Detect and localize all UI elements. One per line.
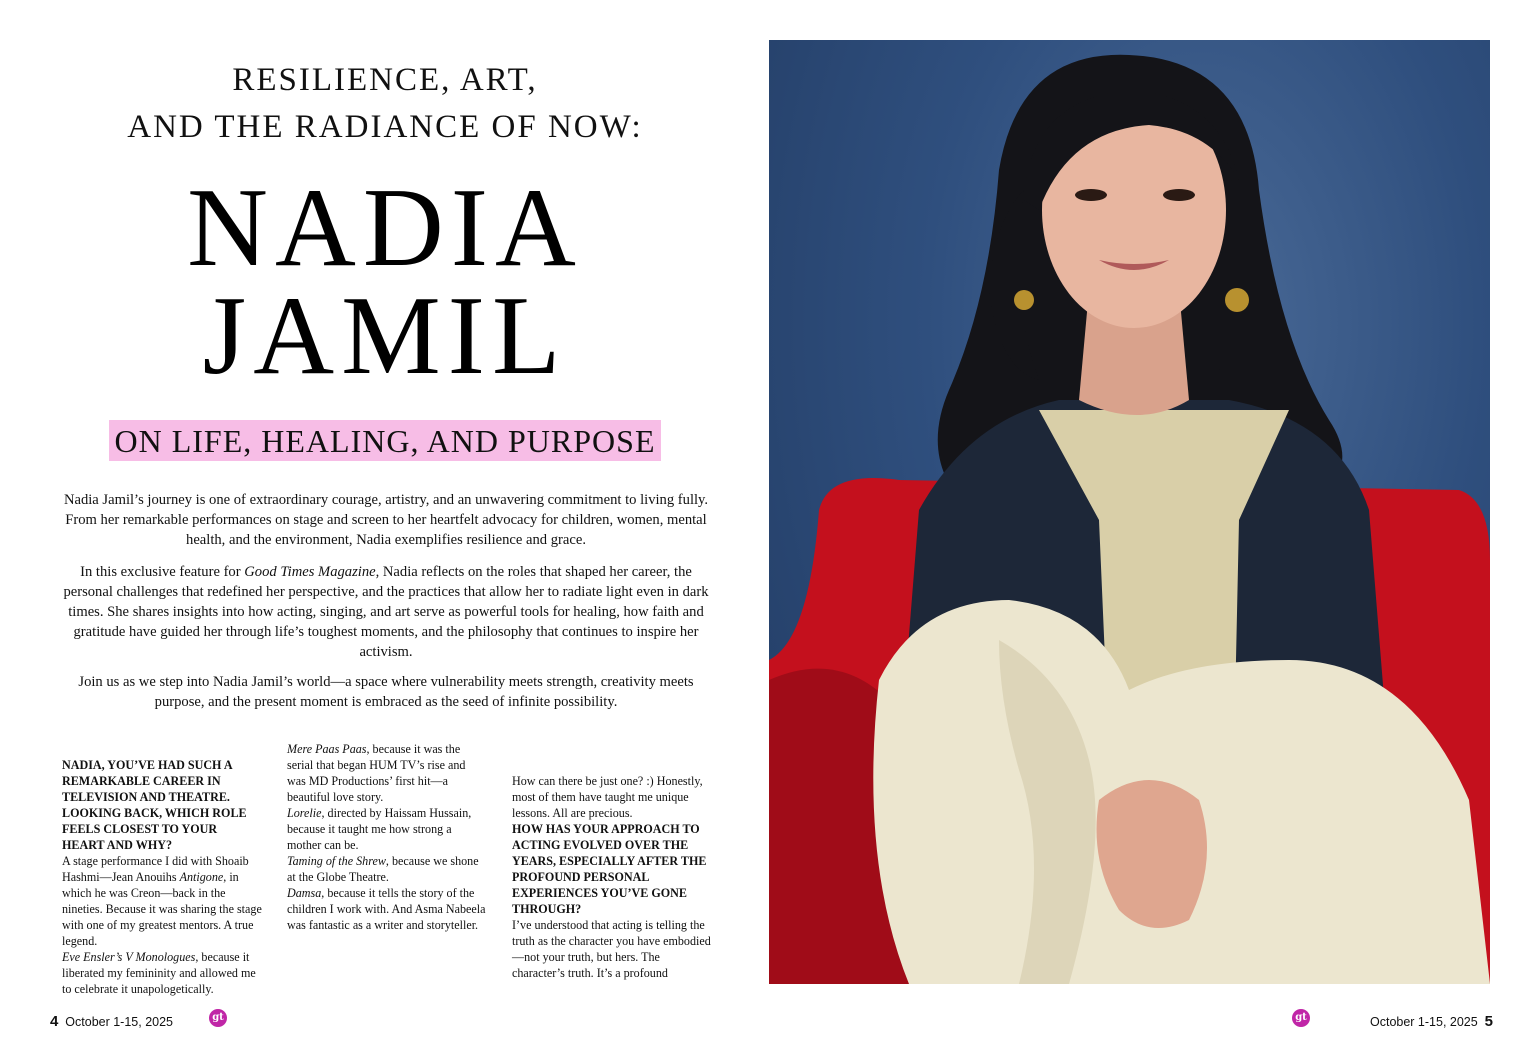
magazine-logo-icon: gt (209, 1009, 227, 1027)
answer-5-rest: , because we shone at the Globe Theatre. (287, 854, 479, 884)
answer-7: How can there be just one? :) Honestly, most of them have taught me unique lessons. All are precious. (512, 774, 703, 820)
answer-8: I’ve understood that acting is telling the truth as the character you have embodied—not your truth, but hers. The character’s truth. It’s a profound (512, 918, 711, 980)
question-2: HOW HAS YOUR APPROACH TO ACTING EVOLVED OVER THE YEARS, ESPECIALLY AFTER THE PROFOUND PERSONAL EXPERIENCES YOU’VE GONE THROUGH? (512, 822, 707, 916)
magazine-name: Good Times Magazine (244, 564, 376, 580)
title-v-monologues: Eve Ensler’s V Monologues (62, 950, 196, 964)
answer-6 (287, 885, 487, 933)
answer-1 (62, 853, 262, 949)
issue-date-right: October 1-15, 2025 (1370, 1015, 1478, 1029)
title-antigone: Antigone (179, 870, 224, 884)
answer-2 (62, 949, 262, 997)
title-lorelie: Lorelie (287, 806, 322, 820)
answer-1-rest: , in which he was Creon—back in the nineties. Because it was sharing the stage with one of my greatest mentors. A true legend. (62, 870, 262, 948)
footer-left (50, 1013, 173, 1030)
name-first: NADIA (187, 166, 583, 290)
title-mere-paas-paas: Mere Paas Paas (287, 742, 367, 756)
answer-1-text: A stage performance I did with Shoaib Hashmi—Jean Anouihs (62, 854, 249, 884)
intro-paragraph-3: Join us as we step into Nadia Jamil’s world—a space where vulnerability meets strength, creativity meets purpose, and the present moment is embraced as the seed of infinite possibility. (78, 674, 694, 710)
answer-5 (287, 853, 487, 885)
title-damsa: Damsa (287, 886, 322, 900)
intro-paragraph-2 (60, 562, 712, 662)
magazine-logo-icon-right: gt (1292, 1009, 1310, 1027)
kicker-line-2: AND THE RADIANCE OF NOW: (127, 109, 643, 145)
name-last: JAMIL (202, 274, 568, 398)
subtitle-wrap (60, 420, 710, 461)
intro-paragraph-1: Nadia Jamil’s journey is one of extraordinary courage, artistry, and an unwavering commitment to living fully. From her remarkable performances on stage and screen to her heartfelt advocacy for children, women, mental health, and the environment, Nadia exemplifies resilience and grace. (63, 492, 709, 548)
article-column-3 (512, 773, 712, 981)
intro-p2-before: In this exclusive feature for (80, 564, 245, 580)
answer-3 (287, 741, 487, 805)
page-number-left: 4 (50, 1013, 59, 1030)
answer-4-rest: , directed by Haissam Hussain, because it taught me how strong a mother can be. (287, 806, 472, 852)
portrait-illustration (769, 40, 1490, 984)
title-taming-shrew: Taming of the Shrew (287, 854, 386, 868)
issue-date-left: October 1-15, 2025 (65, 1015, 174, 1029)
question-1: NADIA, YOU’VE HAD SUCH A REMARKABLE CAREER IN TELEVISION AND THEATRE. LOOKING BACK, WHICH ROLE FEELS CLOSEST TO YOUR HEART AND WHY? (62, 758, 247, 852)
article-column-2 (287, 741, 487, 933)
subtitle-highlight: ON LIFE, HEALING, AND PURPOSE (109, 420, 660, 461)
answer-3-rest: , because it was the serial that began HUM TV’s rise and was MD Productions’ first hit—a beautiful love story. (287, 742, 466, 804)
page-number-right: 5 (1484, 1013, 1494, 1030)
footer-right (1370, 1013, 1493, 1030)
portrait-photo (769, 40, 1490, 984)
answer-4 (287, 805, 487, 853)
intro-p2-after: , Nadia reflects on the roles that shaped her career, the personal challenges that redefined her perspective, and the practices that allow her to radiate light even in dark times. She shares insights into how acting, singing, and art serve as powerful tools for healing, how faith and gratitude have guided her through life’s toughest moments, and the philosophy that continues to inspire her activism. (63, 564, 709, 660)
answer-6-rest: , because it tells the story of the children I work with. And Asma Nabeela was fantastic as a writer and storyteller. (287, 886, 486, 932)
answer-2-rest: , because it liberated my femininity and allowed me to celebrate it unapologetically. (62, 950, 256, 996)
kicker-line-1: RESILIENCE, ART, (232, 62, 538, 98)
article-column-1 (62, 757, 262, 997)
